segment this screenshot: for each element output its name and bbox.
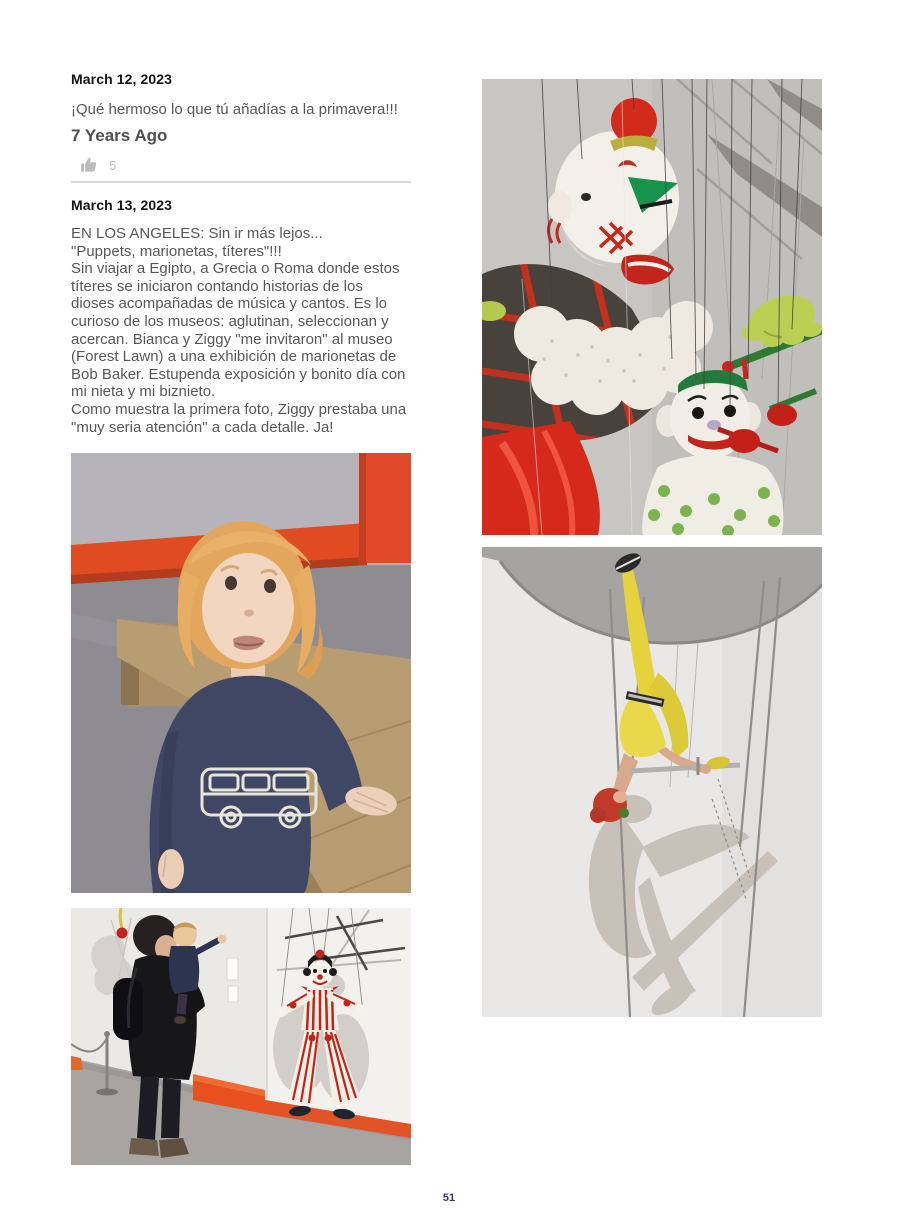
post-date-march-13: March 13, 2023 [71, 197, 173, 213]
post-body-march-12: ¡Qué hermoso lo que tú añadías a la primavera!!! [71, 101, 398, 118]
photo-toddler-looking-up [71, 453, 411, 893]
photo-acrobat-marionette [482, 547, 822, 1017]
post-body-march-13 [71, 225, 406, 436]
page-number: 51 [442, 1192, 456, 1204]
post-body-line: títeres se iniciaron contando historias de los [71, 277, 363, 295]
memory-label: 7 Years Ago [71, 126, 168, 145]
post-date-march-12: March 12, 2023 [71, 71, 173, 87]
photo-museum-visit [71, 908, 411, 1165]
like-row [80, 157, 116, 173]
post-divider [71, 181, 411, 183]
like-count: 5 [109, 157, 117, 173]
post-body-line: Bob Baker. Estupenda exposición y bonito día con [71, 365, 406, 383]
post-body-line: Sin viajar a Egipto, a Grecia o Roma donde estos [71, 260, 400, 278]
thumbs-up-icon [80, 157, 98, 173]
photo-clown-marionettes [482, 79, 822, 535]
post-body-line: mi nieta y mi biznieto. [71, 383, 216, 401]
post-body-line: dioses acompañadas de música y cantos. Es lo [71, 295, 388, 313]
post-body-line: EN LOS ANGELES: Sin ir más lejos... [71, 225, 323, 242]
post-body-line: curioso de los museos: aglutinan, seleccionan y [71, 312, 389, 330]
post-body-line: acercan. Bianca y Ziggy "me invitaron" al museo [71, 330, 393, 348]
post-body-line: Como muestra la primera foto, Ziggy prestaba una [71, 400, 407, 418]
post-body-line: "muy seria atención" a cada detalle. Ja! [71, 418, 334, 436]
post-body-line: "Puppets, marionetas, títeres"!!! [71, 242, 282, 260]
post-body-line: (Forest Lawn) a una exhibición de marionetas de [71, 348, 397, 366]
